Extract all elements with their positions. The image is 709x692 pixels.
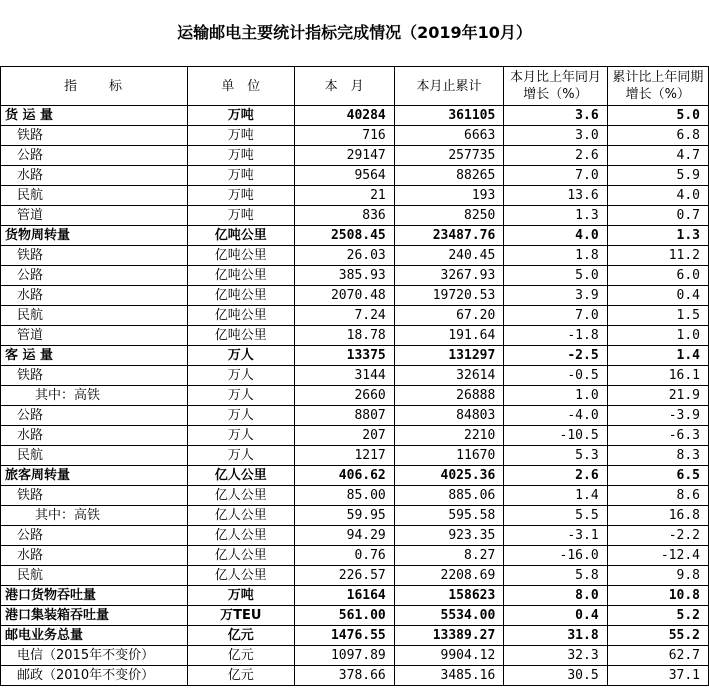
- cumulative-value-cell: 193: [394, 186, 504, 206]
- cumulative-growth-cell: 4.7: [607, 146, 708, 166]
- cumulative-value-cell: 131297: [394, 346, 504, 366]
- month-growth-cell: 8.0: [504, 586, 607, 606]
- month-value-cell: 3144: [294, 366, 394, 386]
- cumulative-value-cell: 26888: [394, 386, 504, 406]
- month-value-cell: 18.78: [294, 326, 394, 346]
- month-growth-cell: -16.0: [504, 546, 607, 566]
- header-cumulative-growth: 累计比上年同期增长（%）: [607, 67, 708, 106]
- month-growth-cell: 13.6: [504, 186, 607, 206]
- cumulative-growth-cell: 5.2: [607, 606, 708, 626]
- cumulative-growth-cell: 55.2: [607, 626, 708, 646]
- month-growth-cell: -4.0: [504, 406, 607, 426]
- unit-cell: 万吨: [188, 126, 294, 146]
- cumulative-value-cell: 2210: [394, 426, 504, 446]
- month-growth-cell: 1.8: [504, 246, 607, 266]
- cumulative-value-cell: 84803: [394, 406, 504, 426]
- month-growth-cell: 4.0: [504, 226, 607, 246]
- table-row: [1, 266, 709, 286]
- indicator-cell: 港口集装箱吞吐量: [1, 606, 188, 626]
- table-row: [1, 566, 709, 586]
- unit-cell: 万吨: [188, 206, 294, 226]
- cumulative-growth-cell: 21.9: [607, 386, 708, 406]
- month-growth-cell: 0.4: [504, 606, 607, 626]
- table-row: [1, 546, 709, 566]
- month-value-cell: 9564: [294, 166, 394, 186]
- unit-cell: 亿吨公里: [188, 286, 294, 306]
- month-value-cell: 385.93: [294, 266, 394, 286]
- month-value-cell: 13375: [294, 346, 394, 366]
- cumulative-growth-cell: 1.4: [607, 346, 708, 366]
- cumulative-value-cell: 8250: [394, 206, 504, 226]
- month-growth-cell: 1.0: [504, 386, 607, 406]
- indicator-cell: 其中：高铁: [1, 386, 188, 406]
- unit-cell: 亿吨公里: [188, 326, 294, 346]
- month-value-cell: 59.95: [294, 506, 394, 526]
- month-value-cell: 94.29: [294, 526, 394, 546]
- unit-cell: 万TEU: [188, 606, 294, 626]
- cumulative-growth-cell: 16.1: [607, 366, 708, 386]
- unit-cell: 万吨: [188, 106, 294, 126]
- table-row: [1, 666, 709, 686]
- indicator-cell: 管道: [1, 206, 188, 226]
- cumulative-growth-cell: 5.9: [607, 166, 708, 186]
- month-value-cell: 836: [294, 206, 394, 226]
- table-row: [1, 586, 709, 606]
- cumulative-growth-cell: 5.0: [607, 106, 708, 126]
- month-growth-cell: 5.0: [504, 266, 607, 286]
- month-growth-cell: 5.3: [504, 446, 607, 466]
- cumulative-growth-cell: 8.6: [607, 486, 708, 506]
- month-value-cell: 85.00: [294, 486, 394, 506]
- unit-cell: 亿元: [188, 646, 294, 666]
- table-row: [1, 106, 709, 126]
- cumulative-value-cell: 191.64: [394, 326, 504, 346]
- month-growth-cell: 2.6: [504, 466, 607, 486]
- indicator-cell: 铁路: [1, 246, 188, 266]
- indicator-cell: 邮政（2010年不变价）: [1, 666, 188, 686]
- indicator-cell: 水路: [1, 166, 188, 186]
- table-row: [1, 166, 709, 186]
- table-row: [1, 186, 709, 206]
- table-row: [1, 366, 709, 386]
- cumulative-value-cell: 32614: [394, 366, 504, 386]
- cumulative-growth-cell: 6.8: [607, 126, 708, 146]
- month-value-cell: 2508.45: [294, 226, 394, 246]
- indicator-cell: 水路: [1, 426, 188, 446]
- header-month: 本 月: [294, 67, 394, 106]
- table-row: [1, 386, 709, 406]
- unit-cell: 亿吨公里: [188, 306, 294, 326]
- table-row: [1, 346, 709, 366]
- unit-cell: 万人: [188, 346, 294, 366]
- cumulative-value-cell: 2208.69: [394, 566, 504, 586]
- cumulative-growth-cell: 1.0: [607, 326, 708, 346]
- indicator-cell: 货物周转量: [1, 226, 188, 246]
- indicator-cell: 管道: [1, 326, 188, 346]
- month-growth-cell: -1.8: [504, 326, 607, 346]
- table-row: [1, 206, 709, 226]
- cumulative-growth-cell: 8.3: [607, 446, 708, 466]
- statistics-table: [0, 66, 709, 686]
- month-value-cell: 2070.48: [294, 286, 394, 306]
- table-row: [1, 246, 709, 266]
- indicator-cell: 水路: [1, 286, 188, 306]
- table-body: [1, 106, 709, 686]
- month-value-cell: 26.03: [294, 246, 394, 266]
- cumulative-growth-cell: 4.0: [607, 186, 708, 206]
- cumulative-value-cell: 5534.00: [394, 606, 504, 626]
- unit-cell: 万吨: [188, 166, 294, 186]
- indicator-cell: 其中：高铁: [1, 506, 188, 526]
- month-value-cell: 2660: [294, 386, 394, 406]
- cumulative-growth-cell: 62.7: [607, 646, 708, 666]
- table-row: [1, 306, 709, 326]
- cumulative-value-cell: 8.27: [394, 546, 504, 566]
- month-value-cell: 226.57: [294, 566, 394, 586]
- cumulative-growth-cell: -12.4: [607, 546, 708, 566]
- cumulative-growth-cell: 9.8: [607, 566, 708, 586]
- unit-cell: 万人: [188, 366, 294, 386]
- month-growth-cell: -2.5: [504, 346, 607, 366]
- unit-cell: 万人: [188, 406, 294, 426]
- table-row: [1, 406, 709, 426]
- indicator-cell: 港口货物吞吐量: [1, 586, 188, 606]
- indicator-cell: 公路: [1, 406, 188, 426]
- cumulative-value-cell: 11670: [394, 446, 504, 466]
- indicator-cell: 公路: [1, 266, 188, 286]
- month-growth-cell: 2.6: [504, 146, 607, 166]
- cumulative-value-cell: 23487.76: [394, 226, 504, 246]
- month-growth-cell: 3.6: [504, 106, 607, 126]
- month-value-cell: 1097.89: [294, 646, 394, 666]
- cumulative-value-cell: 88265: [394, 166, 504, 186]
- month-value-cell: 561.00: [294, 606, 394, 626]
- header-row: [1, 67, 709, 106]
- table-row: [1, 426, 709, 446]
- cumulative-value-cell: 3485.16: [394, 666, 504, 686]
- table-row: [1, 466, 709, 486]
- table-row: [1, 126, 709, 146]
- cumulative-growth-cell: 1.3: [607, 226, 708, 246]
- header-indicator: 指 标: [1, 67, 188, 106]
- month-value-cell: 1476.55: [294, 626, 394, 646]
- table-row: [1, 286, 709, 306]
- cumulative-value-cell: 923.35: [394, 526, 504, 546]
- cumulative-value-cell: 158623: [394, 586, 504, 606]
- cumulative-growth-cell: 0.7: [607, 206, 708, 226]
- table-row: [1, 646, 709, 666]
- unit-cell: 亿吨公里: [188, 266, 294, 286]
- month-value-cell: 207: [294, 426, 394, 446]
- indicator-cell: 电信（2015年不变价）: [1, 646, 188, 666]
- unit-cell: 亿人公里: [188, 506, 294, 526]
- month-growth-cell: -10.5: [504, 426, 607, 446]
- table-row: [1, 146, 709, 166]
- unit-cell: 万人: [188, 386, 294, 406]
- unit-cell: 亿人公里: [188, 566, 294, 586]
- indicator-cell: 客 运 量: [1, 346, 188, 366]
- month-value-cell: 0.76: [294, 546, 394, 566]
- cumulative-value-cell: 67.20: [394, 306, 504, 326]
- table-title: 运输邮电主要统计指标完成情况（2019年10月）: [177, 23, 532, 42]
- month-growth-cell: 1.4: [504, 486, 607, 506]
- header-cumulative: 本月止累计: [394, 67, 504, 106]
- unit-cell: 亿人公里: [188, 466, 294, 486]
- table-row: [1, 626, 709, 646]
- cumulative-growth-cell: -6.3: [607, 426, 708, 446]
- cumulative-growth-cell: 16.8: [607, 506, 708, 526]
- cumulative-value-cell: 9904.12: [394, 646, 504, 666]
- cumulative-growth-cell: 11.2: [607, 246, 708, 266]
- cumulative-value-cell: 257735: [394, 146, 504, 166]
- month-growth-cell: 30.5: [504, 666, 607, 686]
- month-growth-cell: 3.9: [504, 286, 607, 306]
- table-row: [1, 226, 709, 246]
- unit-cell: 亿人公里: [188, 486, 294, 506]
- cumulative-growth-cell: 10.8: [607, 586, 708, 606]
- cumulative-growth-cell: 37.1: [607, 666, 708, 686]
- indicator-cell: 水路: [1, 546, 188, 566]
- indicator-cell: 公路: [1, 146, 188, 166]
- month-value-cell: 29147: [294, 146, 394, 166]
- table-row: [1, 446, 709, 466]
- month-growth-cell: 7.0: [504, 306, 607, 326]
- month-growth-cell: 5.8: [504, 566, 607, 586]
- unit-cell: 万人: [188, 426, 294, 446]
- table-row: [1, 606, 709, 626]
- cumulative-growth-cell: -3.9: [607, 406, 708, 426]
- cumulative-value-cell: 240.45: [394, 246, 504, 266]
- unit-cell: 亿人公里: [188, 546, 294, 566]
- unit-cell: 亿人公里: [188, 526, 294, 546]
- unit-cell: 万吨: [188, 146, 294, 166]
- month-value-cell: 378.66: [294, 666, 394, 686]
- indicator-cell: 铁路: [1, 486, 188, 506]
- month-value-cell: 8807: [294, 406, 394, 426]
- cumulative-value-cell: 4025.36: [394, 466, 504, 486]
- indicator-cell: 民航: [1, 186, 188, 206]
- table-row: [1, 526, 709, 546]
- month-value-cell: 406.62: [294, 466, 394, 486]
- indicator-cell: 铁路: [1, 366, 188, 386]
- month-value-cell: 7.24: [294, 306, 394, 326]
- cumulative-value-cell: 3267.93: [394, 266, 504, 286]
- cumulative-growth-cell: 1.5: [607, 306, 708, 326]
- month-value-cell: 16164: [294, 586, 394, 606]
- table-row: [1, 506, 709, 526]
- month-growth-cell: 1.3: [504, 206, 607, 226]
- unit-cell: 万吨: [188, 586, 294, 606]
- unit-cell: 亿元: [188, 626, 294, 646]
- cumulative-value-cell: 885.06: [394, 486, 504, 506]
- indicator-cell: 货 运 量: [1, 106, 188, 126]
- unit-cell: 万人: [188, 446, 294, 466]
- cumulative-growth-cell: 6.0: [607, 266, 708, 286]
- header-month-growth: 本月比上年同月增长（%）: [504, 67, 607, 106]
- month-growth-cell: -3.1: [504, 526, 607, 546]
- cumulative-value-cell: 595.58: [394, 506, 504, 526]
- cumulative-value-cell: 361105: [394, 106, 504, 126]
- indicator-cell: 公路: [1, 526, 188, 546]
- indicator-cell: 民航: [1, 446, 188, 466]
- unit-cell: 亿吨公里: [188, 246, 294, 266]
- month-value-cell: 1217: [294, 446, 394, 466]
- cumulative-growth-cell: 6.5: [607, 466, 708, 486]
- month-value-cell: 40284: [294, 106, 394, 126]
- table-row: [1, 326, 709, 346]
- month-value-cell: 21: [294, 186, 394, 206]
- month-growth-cell: 3.0: [504, 126, 607, 146]
- table-row: [1, 486, 709, 506]
- month-growth-cell: -0.5: [504, 366, 607, 386]
- month-growth-cell: 7.0: [504, 166, 607, 186]
- cumulative-growth-cell: 0.4: [607, 286, 708, 306]
- indicator-cell: 旅客周转量: [1, 466, 188, 486]
- header-unit: 单 位: [188, 67, 294, 106]
- unit-cell: 亿吨公里: [188, 226, 294, 246]
- unit-cell: 万吨: [188, 186, 294, 206]
- indicator-cell: 民航: [1, 566, 188, 586]
- indicator-cell: 铁路: [1, 126, 188, 146]
- cumulative-value-cell: 19720.53: [394, 286, 504, 306]
- month-value-cell: 716: [294, 126, 394, 146]
- indicator-cell: 邮电业务总量: [1, 626, 188, 646]
- month-growth-cell: 31.8: [504, 626, 607, 646]
- cumulative-value-cell: 6663: [394, 126, 504, 146]
- cumulative-value-cell: 13389.27: [394, 626, 504, 646]
- unit-cell: 亿元: [188, 666, 294, 686]
- indicator-cell: 民航: [1, 306, 188, 326]
- month-growth-cell: 32.3: [504, 646, 607, 666]
- cumulative-growth-cell: -2.2: [607, 526, 708, 546]
- month-growth-cell: 5.5: [504, 506, 607, 526]
